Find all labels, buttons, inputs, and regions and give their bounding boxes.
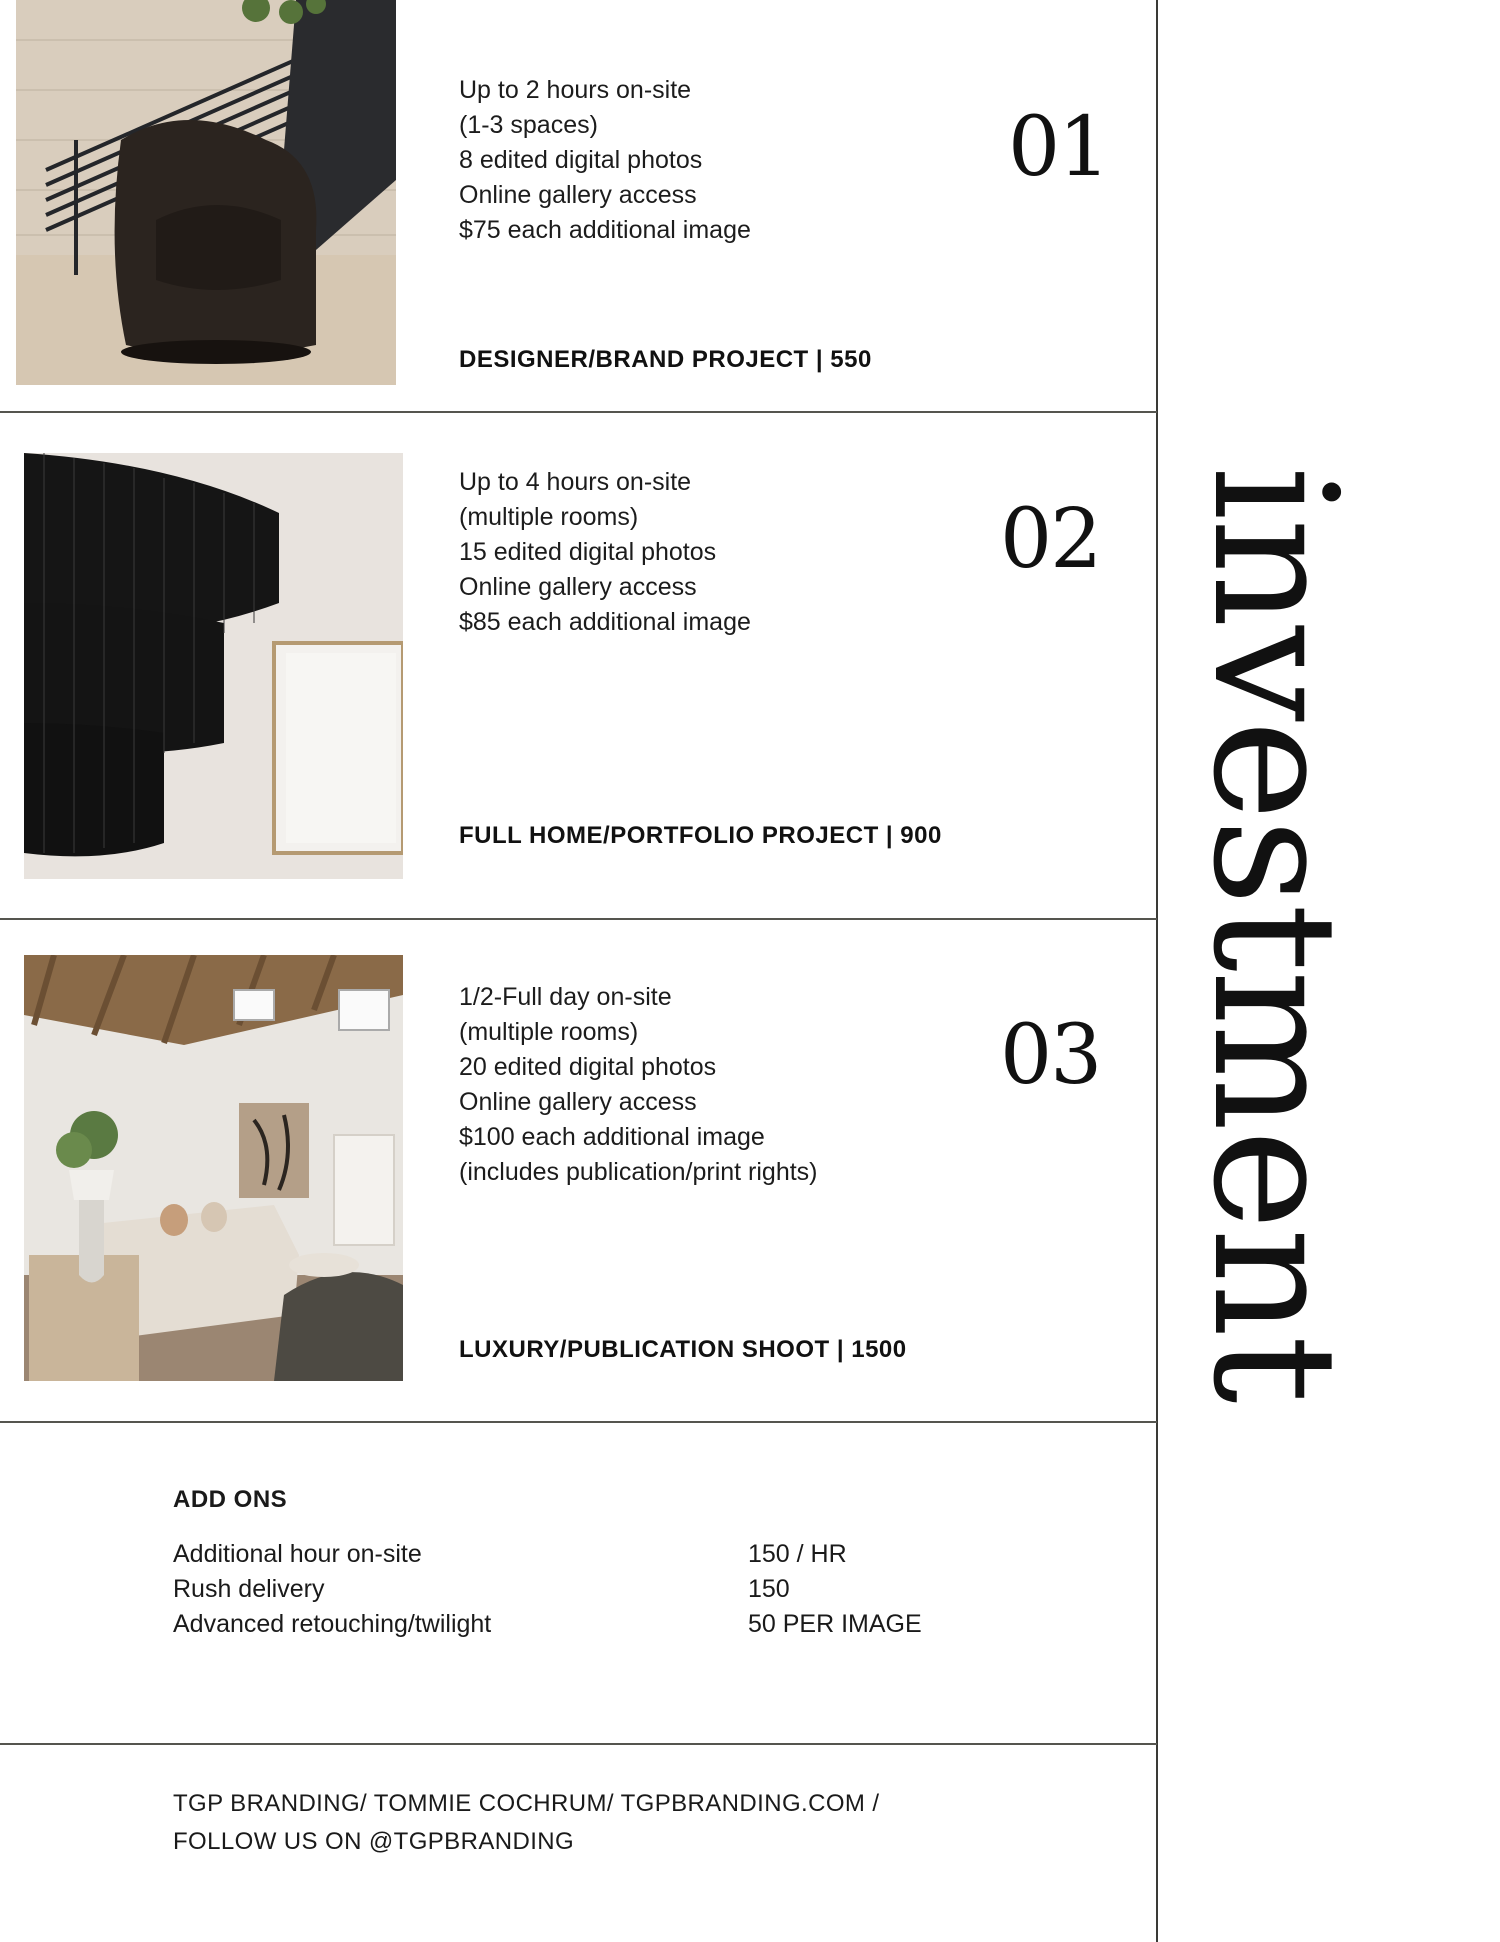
vertical-divider <box>1156 0 1158 1942</box>
detail-line: $85 each additional image <box>459 608 751 636</box>
detail-line: (1-3 spaces) <box>459 111 598 139</box>
footer-line: FOLLOW US ON @TGPBRANDING <box>173 1828 575 1855</box>
package-number: 02 <box>1000 492 1101 587</box>
package-number: 03 <box>1000 1008 1101 1103</box>
package-details <box>459 980 818 1190</box>
addon-label: Advanced retouching/twilight <box>173 1610 492 1638</box>
package-details <box>459 73 751 248</box>
section-divider <box>0 918 1157 920</box>
side-title: investment <box>1175 466 1373 1402</box>
detail-line: $100 each additional image <box>459 1123 765 1151</box>
addon-label: Rush delivery <box>173 1575 325 1603</box>
section-divider <box>0 1421 1157 1423</box>
footer <box>173 1785 879 1861</box>
section-divider <box>0 1743 1157 1745</box>
detail-line: Up to 4 hours on-site <box>459 468 692 496</box>
addon-price: 150 / HR <box>748 1540 847 1568</box>
detail-line: Up to 2 hours on-site <box>459 76 692 104</box>
addon-label: Additional hour on-site <box>173 1540 422 1568</box>
package-title: DESIGNER/BRAND PROJECT | 550 <box>459 346 872 373</box>
detail-line: Online gallery access <box>459 1088 697 1116</box>
detail-line: 15 edited digital photos <box>459 538 717 566</box>
package-details <box>459 465 751 640</box>
detail-line: Online gallery access <box>459 181 697 209</box>
detail-line: 1/2-Full day on-site <box>459 983 672 1011</box>
detail-line: (multiple rooms) <box>459 1018 639 1046</box>
detail-line: (includes publication/print rights) <box>459 1158 818 1186</box>
package-title: FULL HOME/PORTFOLIO PROJECT | 900 <box>459 822 942 849</box>
chair-photo <box>16 0 396 385</box>
living-room-photo <box>24 955 403 1381</box>
addons-heading: ADD ONS <box>173 1486 288 1513</box>
detail-line: $75 each additional image <box>459 216 751 244</box>
detail-line: (multiple rooms) <box>459 503 639 531</box>
addon-price: 150 <box>748 1575 790 1603</box>
detail-line: 20 edited digital photos <box>459 1053 717 1081</box>
footer-line: TGP BRANDING/ TOMMIE COCHRUM/ TGPBRANDING.COM / <box>173 1790 880 1817</box>
package-title: LUXURY/PUBLICATION SHOOT | 1500 <box>459 1336 907 1363</box>
package-number: 01 <box>1008 100 1109 195</box>
addon-price: 50 PER IMAGE <box>748 1610 922 1638</box>
detail-line: Online gallery access <box>459 573 697 601</box>
detail-line: 8 edited digital photos <box>459 146 703 174</box>
section-divider <box>0 411 1157 413</box>
chandelier-photo <box>24 453 403 879</box>
